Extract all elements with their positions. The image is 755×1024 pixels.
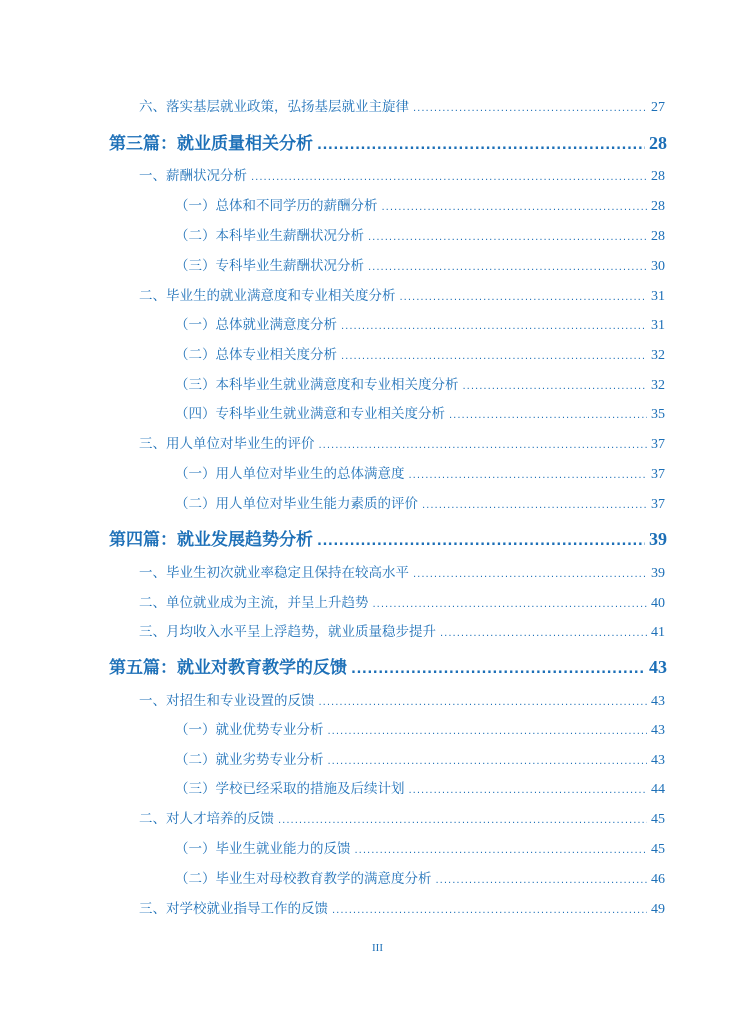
toc-entry-title: （三）本科毕业生就业满意度和专业相关度分析 <box>175 377 459 393</box>
dot-leader <box>440 628 647 639</box>
toc-entry-page: 30 <box>651 259 665 274</box>
toc-entry-title: （二）就业劣势专业分析 <box>175 752 324 768</box>
toc-entry-page: 39 <box>649 529 667 549</box>
dot-leader <box>373 599 648 610</box>
toc-entry-page: 27 <box>651 100 665 115</box>
toc-part-heading[interactable] <box>109 525 667 550</box>
toc-subentry[interactable] <box>175 748 665 769</box>
toc-entry-title: 三、对学校就业指导工作的反馈 <box>139 901 328 917</box>
toc-subentry[interactable] <box>175 313 665 334</box>
dot-leader <box>368 232 647 243</box>
toc-subentry[interactable] <box>175 492 665 513</box>
toc-entry-title: 第三篇：就业质量相关分析 <box>109 134 313 154</box>
toc-entry-page: 31 <box>651 318 665 333</box>
dot-leader <box>341 351 647 362</box>
dot-leader <box>319 440 648 451</box>
toc-subentry[interactable] <box>175 254 665 275</box>
toc-entry-page: 44 <box>651 782 665 797</box>
toc-entry-page: 41 <box>651 625 665 640</box>
toc-subentry[interactable] <box>175 402 665 423</box>
toc-entry-title: 第四篇：就业发展趋势分析 <box>109 530 313 550</box>
toc-entry[interactable] <box>139 620 665 641</box>
toc-subentry[interactable] <box>175 867 665 888</box>
dot-leader <box>413 569 647 580</box>
toc-entry[interactable] <box>139 897 665 918</box>
toc-subentry[interactable] <box>175 837 665 858</box>
toc-entry[interactable] <box>139 561 665 582</box>
dot-leader <box>400 292 648 303</box>
dot-leader <box>317 534 645 549</box>
toc-entry-page: 28 <box>651 229 665 244</box>
toc-entry-title: 二、对人才培养的反馈 <box>139 811 274 827</box>
dot-leader <box>341 321 647 332</box>
dot-leader <box>436 875 648 886</box>
toc-entry[interactable] <box>139 689 665 710</box>
toc-entry-page: 37 <box>651 437 665 452</box>
toc-entry-title: 一、薪酬状况分析 <box>139 168 247 184</box>
toc-subentry[interactable] <box>175 224 665 245</box>
toc-entry[interactable] <box>139 164 665 185</box>
toc-entry-page: 32 <box>651 378 665 393</box>
toc-entry[interactable] <box>139 807 665 828</box>
dot-leader <box>382 202 648 213</box>
toc-entry-title: 一、对招生和专业设置的反馈 <box>139 693 315 709</box>
toc-entry-title: （一）毕业生就业能力的反馈 <box>175 841 351 857</box>
dot-leader <box>413 103 647 114</box>
toc-entry-page: 31 <box>651 289 665 304</box>
dot-leader <box>368 262 647 273</box>
toc-subentry[interactable] <box>175 343 665 364</box>
dot-leader <box>251 172 647 183</box>
dot-leader <box>409 470 648 481</box>
toc-entry[interactable] <box>139 284 665 305</box>
toc-entry-page: 40 <box>651 596 665 611</box>
toc-entry-title: 一、毕业生初次就业率稳定且保持在较高水平 <box>139 565 409 581</box>
toc-part-heading[interactable] <box>109 129 667 154</box>
dot-leader <box>351 662 645 677</box>
toc-entry-page: 49 <box>651 902 665 917</box>
dot-leader <box>449 410 647 421</box>
toc-entry-page: 43 <box>651 694 665 709</box>
page-number: III <box>372 942 383 954</box>
toc-entry-title: （二）本科毕业生薪酬状况分析 <box>175 228 364 244</box>
toc-entry-title: （三）专科毕业生薪酬状况分析 <box>175 258 364 274</box>
toc-entry-title: （一）总体和不同学历的薪酬分析 <box>175 198 378 214</box>
toc-entry-page: 35 <box>651 407 665 422</box>
toc-entry-page: 37 <box>651 467 665 482</box>
toc-entry-title: 二、单位就业成为主流，并呈上升趋势 <box>139 595 369 611</box>
toc-entry-title: 第五篇：就业对教育教学的反馈 <box>109 658 347 678</box>
toc-entry-page: 32 <box>651 348 665 363</box>
toc-entry-page: 43 <box>651 723 665 738</box>
dot-leader <box>278 815 647 826</box>
toc-entry[interactable] <box>139 591 665 612</box>
toc-entry-title: （二）用人单位对毕业生能力素质的评价 <box>175 496 418 512</box>
toc-entry-page: 45 <box>651 842 665 857</box>
toc-subentry[interactable] <box>175 462 665 483</box>
toc-entry-page: 28 <box>649 133 667 153</box>
toc-subentry[interactable] <box>175 777 665 798</box>
toc-entry-title: （一）就业优势专业分析 <box>175 722 324 738</box>
dot-leader <box>332 905 647 916</box>
dot-leader <box>328 756 648 767</box>
toc-entry[interactable] <box>139 432 665 453</box>
dot-leader <box>463 381 648 392</box>
dot-leader <box>317 138 645 153</box>
toc-entry-title: 六、落实基层就业政策，弘扬基层就业主旋律 <box>139 99 409 115</box>
toc-entry-title: 二、毕业生的就业满意度和专业相关度分析 <box>139 288 396 304</box>
toc-entry[interactable] <box>139 95 665 116</box>
toc-entry-page: 43 <box>649 657 667 677</box>
toc-entry-title: 三、用人单位对毕业生的评价 <box>139 436 315 452</box>
toc-entry-title: （一）用人单位对毕业生的总体满意度 <box>175 466 405 482</box>
toc-entry-page: 43 <box>651 753 665 768</box>
dot-leader <box>422 500 647 511</box>
toc-subentry[interactable] <box>175 194 665 215</box>
toc-part-heading[interactable] <box>109 653 667 678</box>
toc-entry-page: 46 <box>651 872 665 887</box>
toc-entry-title: 三、月均收入水平呈上浮趋势，就业质量稳步提升 <box>139 624 436 640</box>
toc-entry-title: （二）毕业生对母校教育教学的满意度分析 <box>175 871 432 887</box>
toc-entry-title: （一）总体就业满意度分析 <box>175 317 337 333</box>
toc-entry-title: （三）学校已经采取的措施及后续计划 <box>175 781 405 797</box>
toc-entry-title: （二）总体专业相关度分析 <box>175 347 337 363</box>
toc-entry-page: 37 <box>651 497 665 512</box>
dot-leader <box>355 845 648 856</box>
toc-entry-page: 39 <box>651 566 665 581</box>
dot-leader <box>409 785 648 796</box>
toc-subentry[interactable] <box>175 718 665 739</box>
dot-leader <box>328 726 648 737</box>
toc-entry-page: 45 <box>651 812 665 827</box>
toc-subentry[interactable] <box>175 373 665 394</box>
toc-entry-title: （四）专科毕业生就业满意和专业相关度分析 <box>175 406 445 422</box>
dot-leader <box>319 697 648 708</box>
toc-entry-page: 28 <box>651 199 665 214</box>
toc-entry-page: 28 <box>651 169 665 184</box>
